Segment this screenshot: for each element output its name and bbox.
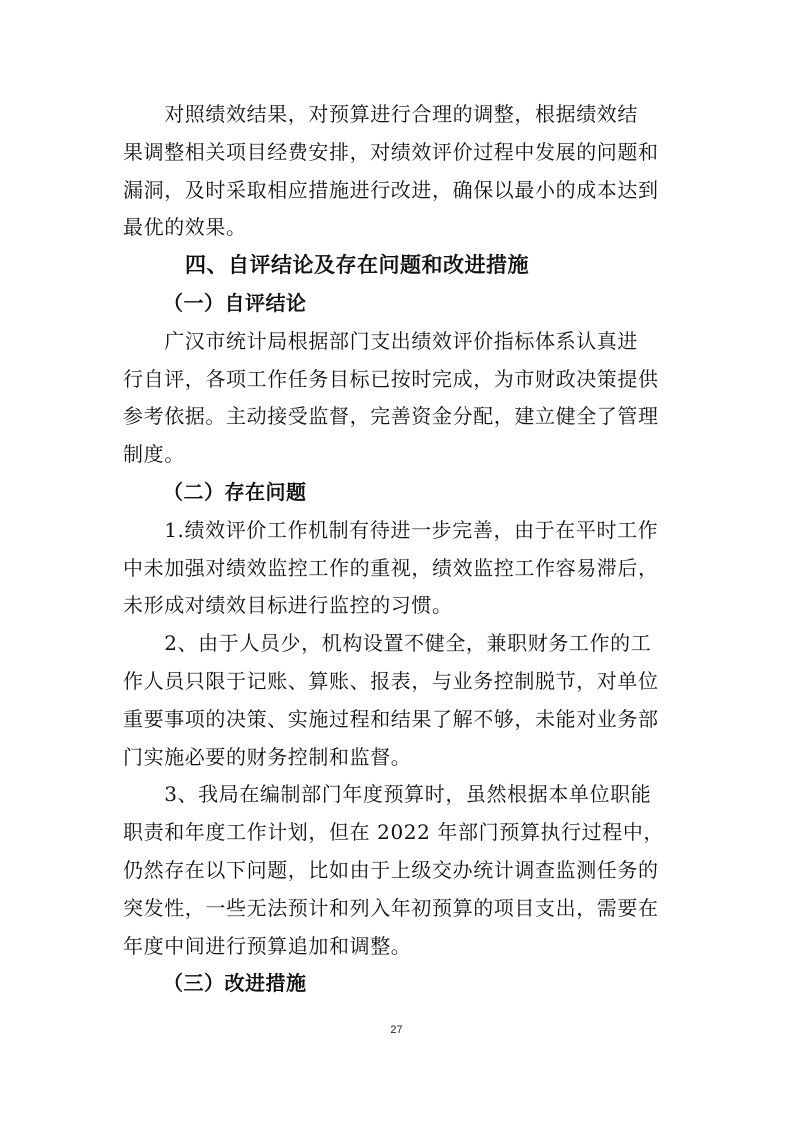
subheading-problems: （二）存在问题 xyxy=(163,479,307,504)
text-line: 1.绩效评价工作机制有待进一步完善，由于在平时工作 xyxy=(123,517,659,542)
paragraph-problem-3 xyxy=(123,776,675,965)
text-line: 行自评，各项工作任务目标已按时完成，为市财政决策提供 xyxy=(123,366,659,391)
text-line: 未形成对绩效目标进行监控的习惯。 xyxy=(123,593,453,618)
text-line: 中未加强对绩效监控工作的重视，绩效监控工作容易滞后， xyxy=(123,555,659,580)
text-line: 果调整相关项目经费安排，对绩效评价过程中发展的问题和 xyxy=(123,139,659,164)
text-line: 2、由于人员少，机构设置不健全，兼职财务工作的工 xyxy=(123,631,652,656)
subheading-improvements: （三）改进措施 xyxy=(163,971,307,996)
text-line: 最优的效果。 xyxy=(123,215,247,240)
text-line: 作人员只限于记账、算账、报表，与业务控制脱节，对单位 xyxy=(123,668,659,693)
text-line: 对照绩效结果，对预算进行合理的调整，根据绩效结 xyxy=(123,102,638,126)
subheading-self-evaluation: （一）自评结论 xyxy=(163,290,307,315)
text-line: 广汉市统计局根据部门支出绩效评价指标体系认真进 xyxy=(123,328,638,353)
section-heading-conclusions: 四、自评结论及存在问题和改进措施 xyxy=(185,253,529,278)
text-line: 突发性，一些无法预计和列入年初预算的项目支出，需要在 xyxy=(123,895,659,920)
text-line: 3、我局在编制部门年度预算时，虽然根据本单位职能 xyxy=(123,782,652,807)
text-line: 仍然存在以下问题，比如由于上级交办统计调查监测任务的 xyxy=(123,857,659,882)
text-line: 门实施必要的财务控制和监督。 xyxy=(123,744,412,769)
paragraph-performance-adjustment xyxy=(123,96,675,247)
paragraph-problem-1 xyxy=(123,512,675,625)
paragraph-problem-2 xyxy=(123,625,675,776)
page-number: 27 xyxy=(390,1024,403,1036)
text-line: 年度中间进行预算追加和调整。 xyxy=(123,933,412,958)
text-line: 职责和年度工作计划，但在 2022 年部门预算执行过程中， xyxy=(123,820,665,845)
text-line: 制度。 xyxy=(123,442,185,467)
paragraph-self-evaluation xyxy=(123,323,675,474)
text-line: 重要事项的决策、实施过程和结果了解不够，未能对业务部 xyxy=(123,706,659,731)
text-line: 参考依据。主动接受监督，完善资金分配，建立健全了管理 xyxy=(123,404,659,429)
text-line: 漏洞，及时采取相应措施进行改进，确保以最小的成本达到 xyxy=(123,177,659,202)
document-body xyxy=(123,96,675,1003)
